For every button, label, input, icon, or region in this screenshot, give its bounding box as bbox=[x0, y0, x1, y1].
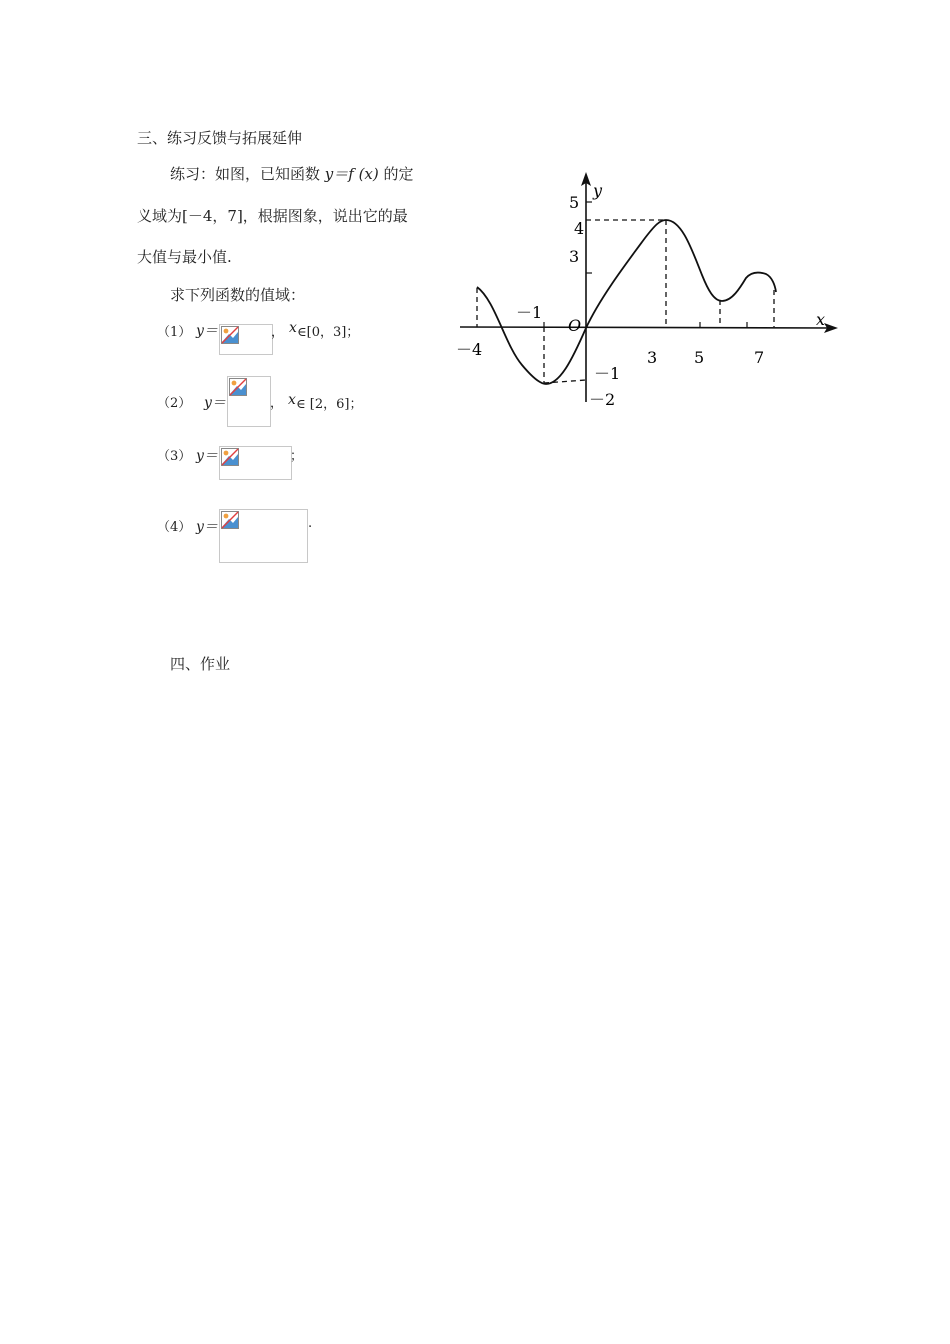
x-tick-label-7: 7 bbox=[754, 348, 765, 367]
item-1-comma: ， bbox=[271, 325, 285, 340]
x-axis bbox=[460, 327, 832, 328]
axis-x-label: x bbox=[816, 310, 826, 329]
item-3-y: y＝ bbox=[196, 448, 218, 464]
y-tick-label-neg2: －2 bbox=[589, 390, 616, 409]
item-2-comma: ， bbox=[270, 396, 284, 411]
item-4-formula-image bbox=[219, 509, 308, 563]
item-1-formula-image bbox=[219, 324, 273, 355]
item-3-number: （3） bbox=[157, 449, 192, 464]
x-tick-label-5: 5 bbox=[694, 348, 705, 367]
section-4-heading: 四、作业 bbox=[170, 655, 231, 673]
x-tick-label-3: 3 bbox=[647, 348, 658, 367]
y-tick-label-neg1: －1 bbox=[594, 364, 621, 383]
x-tick-label-neg4: －4 bbox=[456, 340, 483, 359]
x-tick-label-neg1: －1 bbox=[516, 303, 543, 322]
item-4-end: . bbox=[308, 516, 313, 531]
exercise-line-1-pre: 练习：如图，已知函数 bbox=[170, 165, 325, 183]
exercise-line-1 bbox=[170, 163, 414, 184]
broken-image-icon bbox=[221, 511, 239, 529]
item-1-cond-x: x bbox=[289, 320, 297, 336]
item-1-number: （1） bbox=[157, 325, 192, 340]
y-tick-label-5: 5 bbox=[569, 193, 580, 212]
broken-image-icon bbox=[229, 378, 247, 396]
function-curve bbox=[477, 220, 776, 384]
exercise-line-2: 义域为[－4，7]，根据图象，说出它的最 bbox=[137, 207, 408, 225]
function-notation: y＝f (x) bbox=[324, 165, 379, 183]
item-3-end: ； bbox=[290, 449, 304, 464]
origin-label: O bbox=[568, 316, 582, 335]
item-4-y: y＝ bbox=[196, 519, 218, 535]
function-graph bbox=[450, 170, 850, 420]
item-2-y: y＝ bbox=[204, 395, 226, 411]
guide-lines bbox=[477, 220, 774, 383]
item-2-cond-x: x bbox=[288, 392, 296, 408]
exercise-line-1-post: 的定 bbox=[378, 165, 414, 183]
exercise-line-3: 大值与最小值. bbox=[137, 248, 232, 266]
broken-image-icon bbox=[221, 326, 239, 344]
item-1-condition: ∈[0，3]； bbox=[297, 325, 360, 340]
item-2-condition: ∈ [2，6]； bbox=[296, 397, 363, 412]
section-3-heading: 三、练习反馈与拓展延伸 bbox=[137, 129, 303, 147]
y-tick-label-3: 3 bbox=[569, 247, 580, 266]
y-tick-label-4: 4 bbox=[574, 219, 585, 238]
axis-y-label: y bbox=[593, 181, 603, 200]
broken-image-icon bbox=[221, 448, 239, 466]
range-prompt: 求下列函数的值域： bbox=[170, 286, 306, 304]
item-2-formula-image bbox=[227, 376, 271, 427]
item-2-number: （2） bbox=[157, 396, 192, 411]
item-4-number: （4） bbox=[157, 520, 192, 535]
item-1-y: y＝ bbox=[196, 323, 218, 339]
item-3-formula-image bbox=[219, 446, 292, 480]
